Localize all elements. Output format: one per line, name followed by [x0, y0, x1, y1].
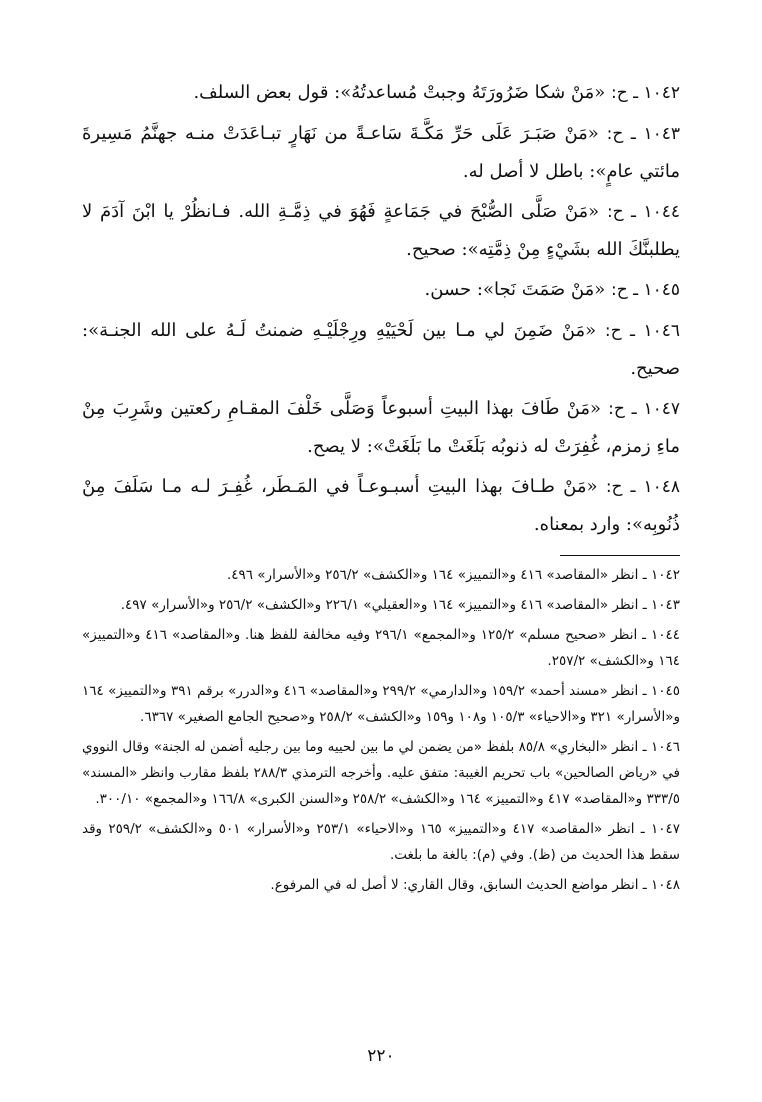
entry-text: «مَنْ طـافَ بهذا البيتِ أسبـوعـاً في المَـطَر، غُفِـرَ لـه مـا سَلَفَ مِنْ ذُنُوبِه»: وارد بمعناه. [82, 476, 680, 535]
hadith-entry-1042 [82, 74, 680, 112]
hadith-entry-1047 [82, 390, 680, 465]
entry-number: ١٠٤٥ ـ ح: [610, 280, 680, 300]
entry-number: ١٠٤٢ ـ ح: [610, 83, 680, 103]
entry-number: ١٠٤٧ ـ ح: [608, 399, 680, 419]
entry-number: ١٠٤٤ ـ ح: [606, 202, 680, 222]
page-number: ٢٢٠ [367, 1046, 395, 1066]
footnote-1043: ١٠٤٣ ـ انظر «المقاصد» ٤١٦ و«التمييز» ١٦٤ و«العقيلي» ٢٢٦/١ و«الكشف» ٢٥٦/٢ و«الأسرار» ٤٩٧. [120, 597, 680, 613]
entry-number: ١٠٤٣ ـ ح: [606, 124, 680, 144]
entry-number: ١٠٤٦ ـ ح: [604, 321, 680, 341]
entry-text: «مَنْ طَافَ بهذا البيتِ أسبوعاً وَصَلَّى خَلْفَ المقـامِ ركعتين وشَرِبَ مِنْ ماءِ زمزم، غُفِرَتْ له ذنوبُه بَلَغَتْ ما بَلَغَتْ»: لا يصح. [82, 398, 680, 457]
hadith-entry-1048 [82, 468, 680, 543]
footnote-divider [560, 555, 680, 556]
footnote-1045: ١٠٤٥ ـ انظر «مسند أحمد» ١٥٩/٢ و«الدارمي» ٢٩٩/٢ و«المقاصد» ٤١٦ و«الدرر» برقم ٣٩١ و«التمييز» ١٦٤ و«الأسرار» ٣٢١ و«الاحياء» ١٠٥/٣ و١٠٨ و١٥٩ و«الكشف» ٢٥٨/٢ و«صحيح الجامع الصغير» ٦٣٦٧. [82, 683, 681, 725]
hadith-entry-1046 [82, 312, 680, 387]
entry-text: «مَنْ صَمَتَ نَجا»: حسن. [424, 279, 606, 300]
footnote-1046: ١٠٤٦ ـ انظر «البخاري» ٨٥/٨ بلفظ «من يضمن لي ما بين لحييه وما بين رجليه أضمن له الجنة» وقال النووي في «رياض الصالحين» باب تحريم الغيبة: متفق عليه. وأخرجه الترمذي ٢٨٨/٣ بلفظ مقارب وانظر «المسند» ٣٣٣/٥ و«المقاصد» ٤١٧ و«التمييز» ١٦٤ و«الكشف» ٢٥٨/٢ و«السنن الكبرى» ١٦٦/٨ و«المجمع» ٣٠٠/١٠. [82, 739, 680, 807]
footnote-1042: ١٠٤٢ ـ انظر «المقاصد» ٤١٦ و«التمييز» ١٦٤ و«الكشف» ٢٥٦/٢ و«الأسرار» ٤٩٦. [226, 567, 680, 583]
entry-number: ١٠٤٨ ـ ح: [605, 477, 680, 497]
entry-text: «مَنْ صَلَّى الصُّبْحَ في جَمَاعةٍ فَهُوَ في ذِمَّـةِ الله. فـانظُرْ يا ابْنَ آدَمَ لا يطلبنَّكَ الله بشَيْءٍ مِنْ ذِمَّتِه»: صحيح. [82, 201, 680, 260]
hadith-entry-1043 [82, 115, 680, 190]
hadith-entry-1045 [82, 271, 680, 309]
page-body [82, 74, 680, 902]
footnote-1047: ١٠٤٧ ـ انظر «المقاصد» ٤١٧ و«التمييز» ١٦٥ و«الاحياء» ٢٥٣/١ و«الأسرار» ٥٠١ و«الكشف» ٢٥٩/٢ وقد سقط هذا الحديث من (ظ). وفي (م): بالغة ما بلغت. [82, 821, 681, 863]
footnote-1044: ١٠٤٤ ـ انظر «صحيح مسلم» ١٢٥/٢ و«المجمع» ٢٩٦/١ وفيه مخالفة للفظ هنا. و«المقاصد» ٤١٦ و«التمييز» ١٦٤ و«الكشف» ٢٥٧/٢. [82, 627, 681, 669]
entry-text: «مَنْ شكا ضَرُورَتَهُ وجبتْ مُساعدتُهُ»: قول بعض السلف. [193, 82, 606, 103]
footnote-1048: ١٠٤٨ ـ انظر مواضع الحديث السابق، وقال القاري: لا أصل له في المرفوع. [270, 877, 680, 893]
hadith-entry-1044 [82, 193, 680, 268]
entry-text: «مَنْ ضَمِنَ لي مـا بين لَحْيَيْهِ ورِجْلَيْـهِ ضمنتُ لَـهُ على الله الجنـة»: صحيح. [82, 320, 680, 379]
entry-text: «مَنْ صَبَـرَ عَلَى حَرِّ مَكَّـةَ سَاعـةً من نَهَارٍ تبـاعَدَتْ منـه جهنَّمُ مَسِيرةَ مائتي عامٍ»: باطل لا أصل له. [82, 123, 680, 182]
